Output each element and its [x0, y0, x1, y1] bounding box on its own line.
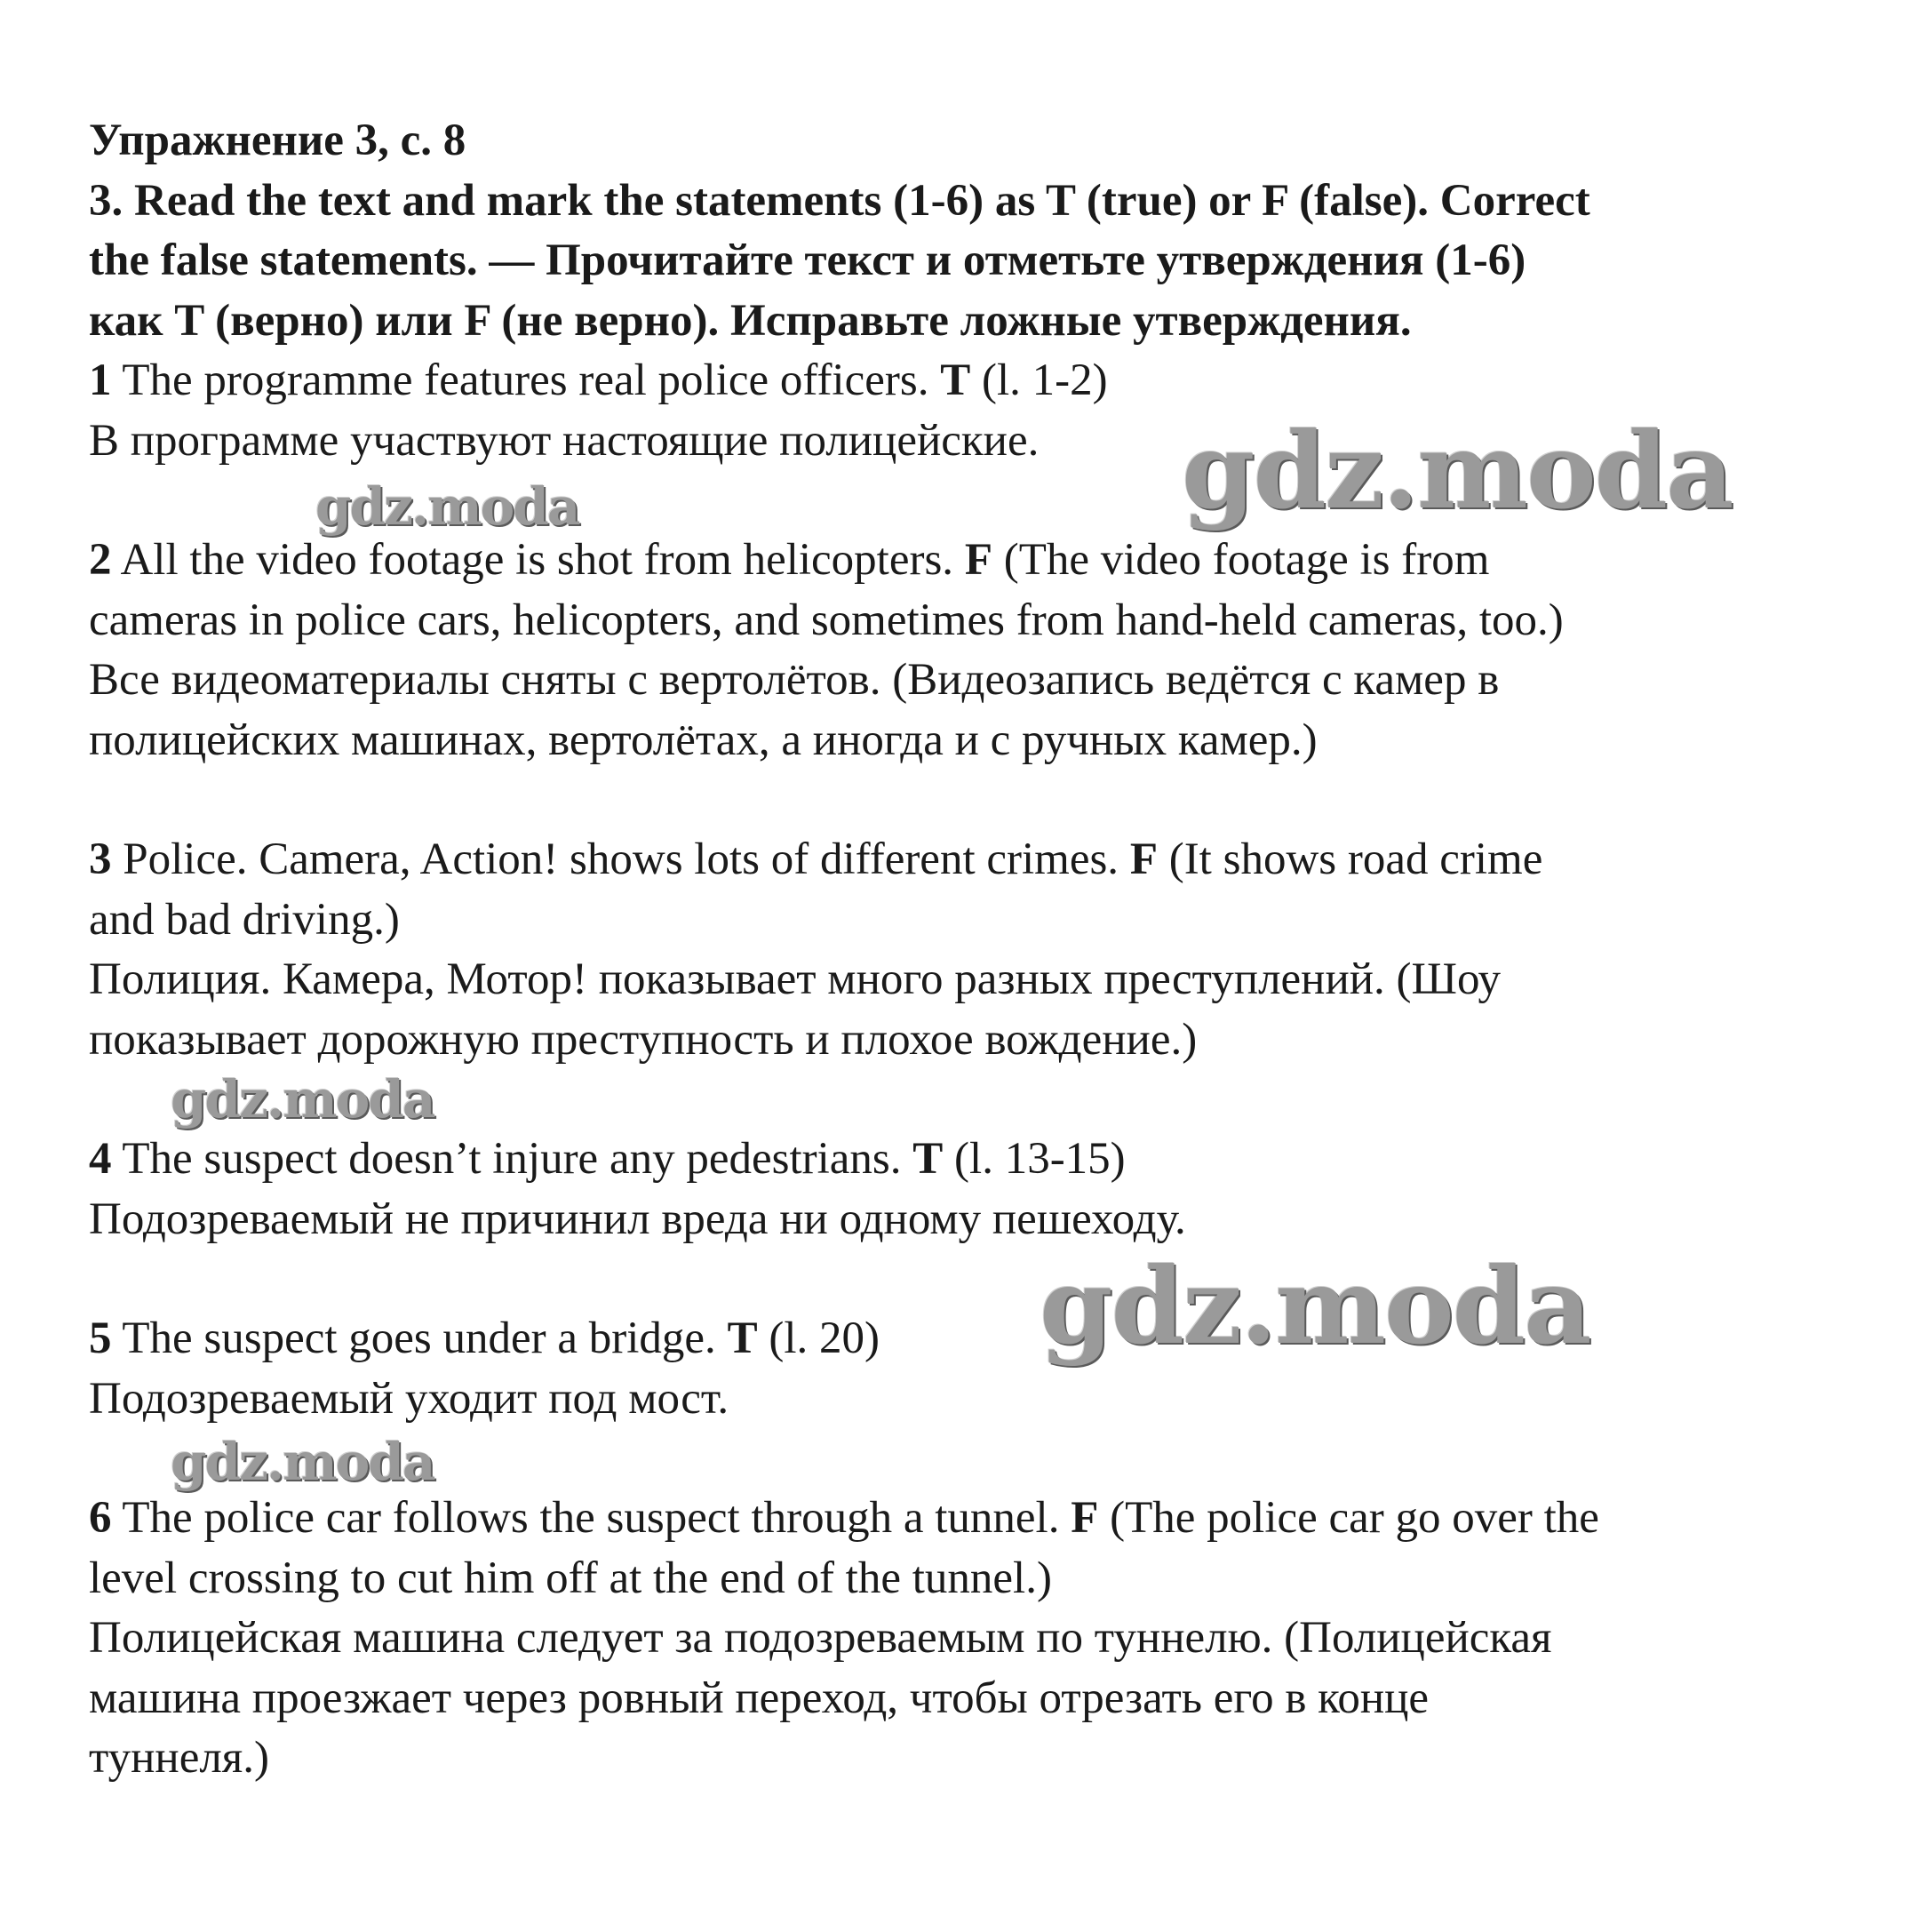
item-3-translation: показывает дорожную преступность и плохое вождение.) — [89, 1014, 1198, 1065]
statement-text: All the video footage is shot from helicopters. — [120, 535, 954, 585]
watermark-logo: gdz.moda — [171, 1432, 434, 1492]
statement-text: Police. Camera, Action! shows lots of different crimes. — [123, 834, 1119, 884]
item-number: 5 — [89, 1313, 112, 1363]
item-2-translation: Все видеоматериалы сняты с вертолётов. (Видеозапись ведётся с камер в — [89, 655, 1500, 705]
task-line: 3. Read the text and mark the statements (1-6) as T (true) or F (false). Correct — [89, 175, 1590, 226]
item-6-translation: Полицейская машина следует за подозреваемым по туннелю. (Полицейская — [89, 1613, 1552, 1663]
correction-text: level crossing to cut him off at the end of the tunnel.) — [89, 1553, 1052, 1603]
answer-mark: F — [964, 535, 992, 585]
item-4-translation: Подозреваемый не причинил вреда ни одному пешеходу. — [89, 1194, 1186, 1244]
watermark-logo: gdz.moda — [171, 1069, 434, 1130]
line-reference: (l. 20) — [769, 1313, 880, 1363]
line-reference: (l. 1-2) — [982, 355, 1108, 405]
task-line: как T (верно) или F (не верно). Исправьте ложные утверждения. — [89, 295, 1412, 346]
item-number: 3 — [89, 834, 112, 884]
item-1-translation: В программе участвуют настоящие полицейские. — [89, 415, 1040, 466]
statement-text: The suspect doesn’t injure any pedestrians. — [122, 1134, 902, 1184]
answer-mark: T — [912, 1134, 944, 1184]
statement-text: The suspect goes under a bridge. — [122, 1313, 716, 1363]
correction-text: and bad driving.) — [89, 894, 400, 945]
correction-text: (The video footage is from — [1003, 535, 1490, 585]
task-line: the false statements. — Прочитайте текст и отметьте утверждения (1-6) — [89, 236, 1526, 285]
exercise-title: Упражнение 3, с. 8 — [89, 116, 466, 165]
item-number: 4 — [89, 1134, 112, 1184]
watermark-logo: gdz.moda — [315, 476, 579, 537]
answer-mark: T — [940, 355, 971, 405]
document-page — [89, 111, 1830, 1789]
item-number: 1 — [89, 355, 112, 405]
item-3-translation: Полиция. Камера, Мотор! показывает много разных преступлений. (Шоу — [89, 954, 1502, 1004]
line-reference: (l. 13-15) — [954, 1134, 1126, 1184]
statement-text: The police car follows the suspect through a tunnel. — [122, 1493, 1060, 1543]
item-2-translation: полицейских машинах, вертолётах, а иногда и с ручных камер.) — [89, 715, 1318, 765]
answer-mark: T — [727, 1313, 758, 1363]
correction-text: (The police car go over the — [1110, 1493, 1599, 1543]
item-6-translation: машина проезжает через ровный переход, чтобы отрезать его в конце — [89, 1673, 1430, 1723]
item-number: 6 — [89, 1493, 112, 1543]
item-number: 2 — [89, 535, 112, 585]
watermark-logo: gdz.moda — [1040, 1244, 1590, 1368]
item-3-statement — [89, 830, 1830, 890]
item-6-statement — [89, 1489, 1830, 1549]
item-6-translation: туннеля.) — [89, 1733, 269, 1783]
statement-text: The programme features real police officers. — [122, 355, 929, 405]
item-4-statement — [89, 1130, 1830, 1190]
answer-mark: F — [1071, 1493, 1099, 1543]
watermark-logo: gdz.moda — [1182, 409, 1733, 532]
answer-mark: F — [1129, 834, 1158, 884]
correction-text: cameras in police cars, helicopters, and sometimes from hand-held cameras, too.) — [89, 595, 1564, 645]
item-5-translation: Подозреваемый уходит под мост. — [89, 1373, 729, 1424]
item-2-statement — [89, 531, 1830, 591]
item-1-statement — [89, 351, 1830, 411]
correction-text: (It shows road crime — [1168, 834, 1543, 884]
